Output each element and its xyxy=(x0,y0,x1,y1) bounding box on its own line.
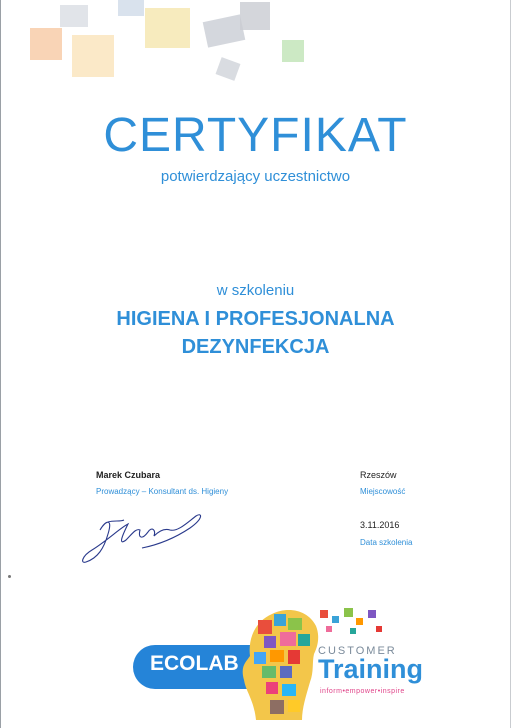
training-date: 3.11.2016 xyxy=(360,520,400,530)
trainer-role: Prowadzący – Konsultant ds. Higieny xyxy=(96,487,229,496)
scan-dot xyxy=(8,575,11,578)
trainer-name: Marek Czubara xyxy=(96,470,161,480)
in-training-label: w szkoleniu xyxy=(216,282,295,299)
training-tagline: inform•empower•inspire xyxy=(320,688,405,695)
decorative-squares xyxy=(0,0,511,110)
customer-label: CUSTOMER xyxy=(318,645,397,657)
training-date-caption: Data szkolenia xyxy=(360,538,413,547)
training-location: Rzeszów xyxy=(360,470,397,480)
certificate-title: CERTYFIKAT xyxy=(103,109,408,162)
course-title-line1: HIGIENA I PROFESJONALNA xyxy=(116,308,395,330)
certificate-subtitle: potwierdzający uczestnictwo xyxy=(160,168,351,185)
ecolab-logo: ECOLAB xyxy=(150,652,239,675)
training-label: Training xyxy=(318,654,424,684)
course-title xyxy=(0,305,511,361)
handwritten-signature-icon xyxy=(78,500,208,570)
course-title-line2: DEZYNFEKCJA xyxy=(181,336,330,358)
training-location-caption: Miejscowość xyxy=(360,487,406,496)
